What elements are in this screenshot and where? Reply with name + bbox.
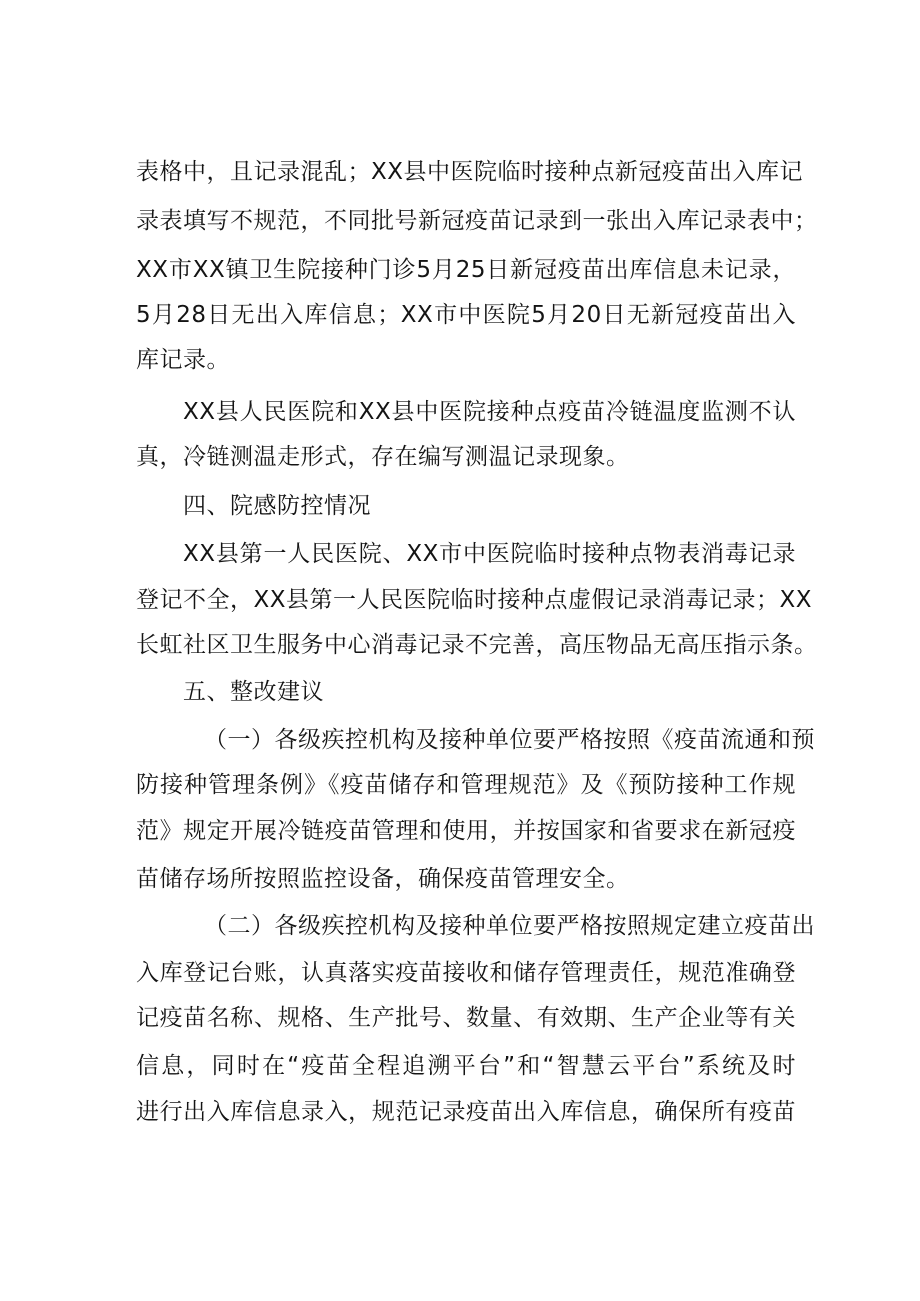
paragraph-line: 5月28日无出入库信息；XX市中医院5月20日无新冠疫苗出入 — [136, 302, 796, 328]
paragraph-line: 苗储存场所按照监控设备，确保疫苗管理安全。 — [136, 866, 630, 892]
paragraph-line: 防接种管理条例》《疫苗储存和管理规范》及《预防接种工作规 — [136, 772, 796, 798]
paragraph-line: 信息，同时在“疫苗全程追溯平台”和“智慧云平台”系统及时 — [136, 1053, 796, 1079]
paragraph-line: 库记录。 — [136, 347, 230, 373]
paragraph-line: 长虹社区卫生服务中心消毒记录不完善，高压物品无高压指示条。 — [136, 632, 818, 658]
paragraph-line: XX县人民医院和XX县中医院接种点疫苗冷链温度监测不认 — [183, 399, 796, 425]
paragraph-line: 登记不全，XX县第一人民医院临时接种点虚假记录消毒记录；XX — [136, 587, 813, 613]
paragraph-line: 真，冷链测温走形式，存在编写测温记录现象。 — [136, 444, 630, 470]
paragraph-line: 进行出入库信息录入，规范记录疫苗出入库信息，确保所有疫苗 — [136, 1099, 796, 1125]
paragraph-line: （二）各级疾控机构及接种单位要严格按照规定建立疫苗出 — [204, 913, 815, 939]
paragraph-line: XX县第一人民医院、XX市中医院临时接种点物表消毒记录 — [183, 541, 796, 567]
section-heading: 五、整改建议 — [183, 679, 324, 705]
paragraph-line: （一）各级疾控机构及接种单位要严格按照《疫苗流通和预 — [204, 727, 815, 753]
paragraph-line: 范》规定开展冷链疫苗管理和使用，并按国家和省要求在新冠疫 — [136, 818, 796, 844]
paragraph-line: XX市XX镇卫生院接种门诊5月25日新冠疫苗出库信息未记录， — [136, 257, 796, 283]
section-heading: 四、院感防控情况 — [183, 493, 371, 519]
paragraph-line: 表格中，且记录混乱；XX县中医院临时接种点新冠疫苗出入库记 — [136, 159, 804, 185]
paragraph-line: 入库登记台账，认真落实疫苗接收和储存管理责任，规范准确登 — [136, 960, 796, 986]
paragraph-line: 记疫苗名称、规格、生产批号、数量、有效期、生产企业等有关 — [136, 1005, 796, 1031]
paragraph-line: 录表填写不规范，不同批号新冠疫苗记录到一张出入库记录表中； — [136, 208, 818, 234]
